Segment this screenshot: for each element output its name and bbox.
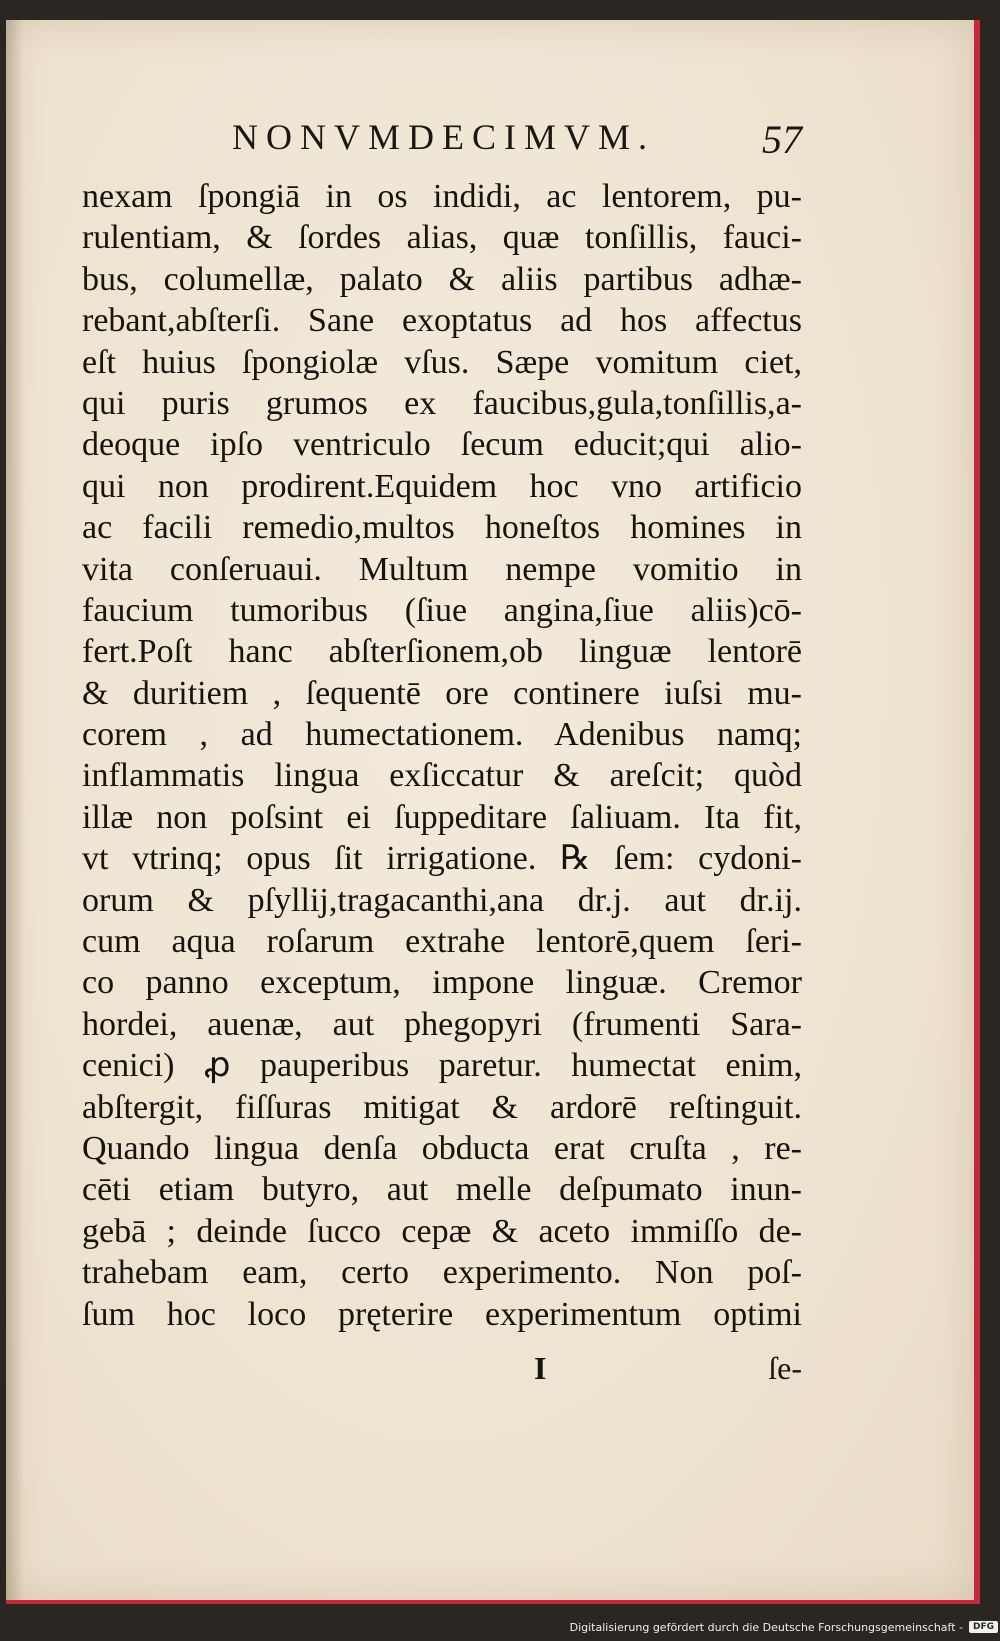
text-line: cum aqua roſarum extrahe lentorē,quem ſeri- xyxy=(82,923,802,961)
text-line: abſtergit, fiſſuras mitigat & ardorē reſtinguit. xyxy=(82,1088,802,1126)
catchword: ſe- xyxy=(768,1350,802,1386)
text-line: Quando lingua denſa obducta erat cruſta , re- xyxy=(82,1129,802,1167)
text-block xyxy=(82,176,802,1335)
text-line: corem , ad humectationem. Adenibus namq; xyxy=(82,716,802,754)
running-head xyxy=(222,116,802,166)
text-line: gebā ; deinde ſucco cepæ & aceto immiſſo de- xyxy=(82,1212,802,1250)
digitization-credit xyxy=(570,1617,998,1637)
signature-mark: I xyxy=(534,1350,547,1386)
text-line: inflammatis lingua exſiccatur & areſcit; quòd xyxy=(82,757,802,795)
text-line: nexam ſpongiā in os indidi, ac lentorem, pu- xyxy=(82,178,802,215)
text-line: qui puris grumos ex faucibus,gula,tonſillis,a- xyxy=(82,384,802,422)
page-number: 57 xyxy=(762,117,802,162)
text-line: qui non prodirent.Equidem hoc vno artificio xyxy=(82,467,802,505)
text-line: eſt huius ſpongiolæ vſus. Sæpe vomitum ciet, xyxy=(82,343,802,381)
text-line: vita conſeruaui. Multum nempe vomitio in xyxy=(82,550,802,588)
text-line: ac facili remedio,multos honeſtos homines in xyxy=(82,509,802,547)
text-line: rulentiam, & ſordes alias, quæ tonſillis, fauci- xyxy=(82,219,802,257)
page-footer-marks xyxy=(82,1350,802,1400)
text-line: rebant,abſterſi. Sane exoptatus ad hos affectus xyxy=(82,302,802,340)
text-line: illæ non poſsint ei ſuppeditare ſaliuam. Ita fit, xyxy=(82,798,802,836)
running-title: NONVMDECIMVM. xyxy=(232,117,656,157)
text-line: vt vtrinq; opus ſit irrigatione. ℞ ſem: cydoni- xyxy=(82,840,802,878)
text-line: deoque ipſo ventriculo ſecum educit;qui alio- xyxy=(82,426,802,464)
text-line: faucium tumoribus (ſiue angina,ſiue aliis)cō- xyxy=(82,591,802,629)
text-line: cēti etiam butyro, aut melle deſpumato inun- xyxy=(82,1171,802,1209)
text-line: hordei, auenæ, aut phegopyri (frumenti Sara- xyxy=(82,1005,802,1043)
text-line: trahebam eam, certo experimento. Non poſ- xyxy=(82,1254,802,1292)
text-line: & duritiem , ſequentē ore continere iuſsi mu- xyxy=(82,674,802,712)
text-line: bus, columellæ, palato & aliis partibus adhæ- xyxy=(82,260,802,298)
text-line: co panno exceptum, impone linguæ. Cremor xyxy=(82,964,802,1002)
text-line: ſum hoc loco pręterire experimentum optimi xyxy=(82,1295,802,1333)
text-line: fert.Poſt hanc abſterſionem,ob linguæ lentorē xyxy=(82,633,802,671)
text-line: orum & pſyllij,tragacanthi,ana dr.j. aut dr.ij. xyxy=(82,881,802,919)
text-line: cenici) ꝓ pauperibus paretur. humectat enim, xyxy=(82,1047,802,1085)
credit-text: Digitalisierung gefördert durch die Deutsche Forschungsgemeinschaft - xyxy=(569,1620,963,1634)
dfg-logo: DFG xyxy=(969,1621,998,1633)
book-page xyxy=(6,20,980,1604)
